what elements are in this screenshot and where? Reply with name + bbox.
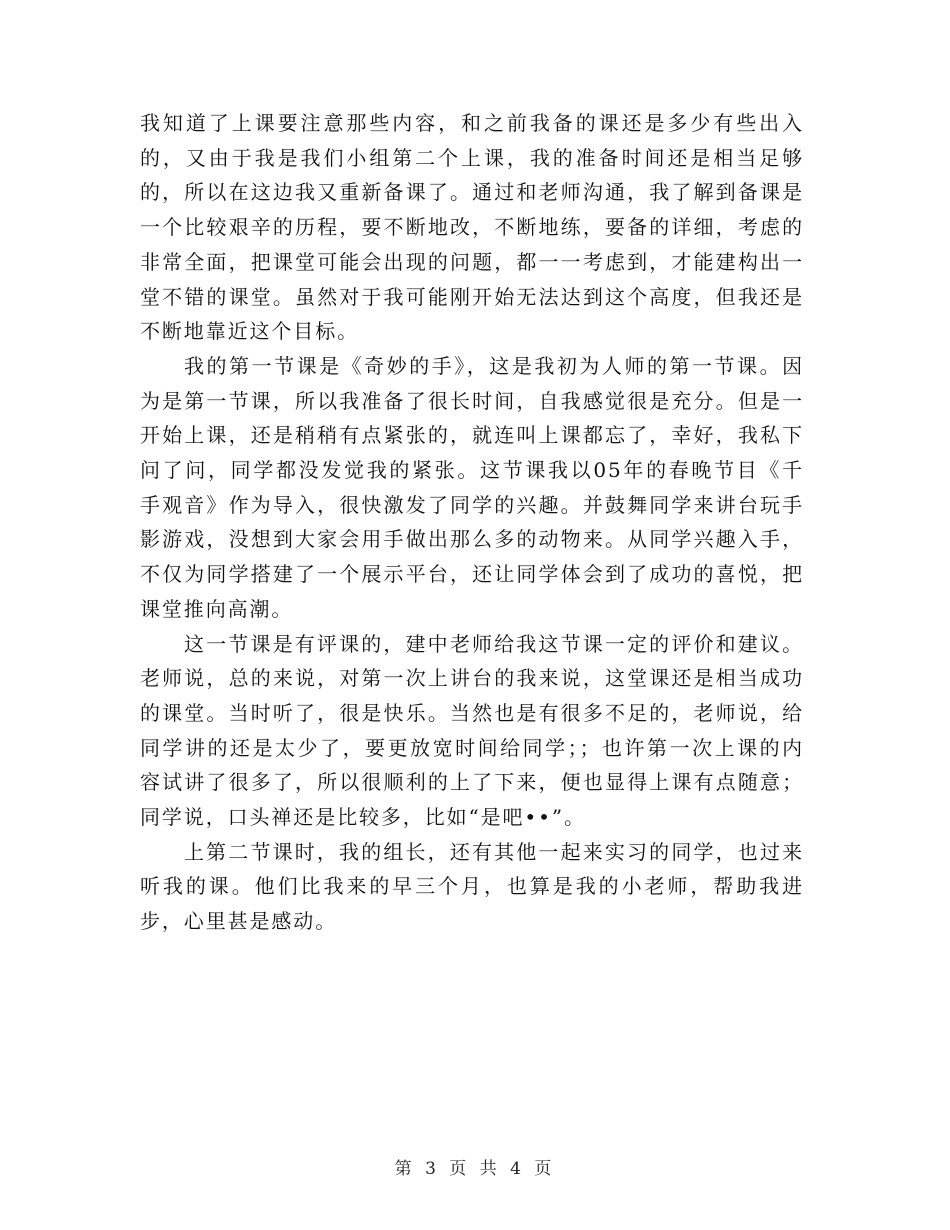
- paragraph-1: 我知道了上课要注意那些内容，和之前我备的课还是多少有些出入的，又由于我是我们小组第二个上课，我的准备时间还是相当足够的，所以在这边我又重新备课了。通过和老师沟通，我了解到备课是一个比较艰辛的历程，要不断地改，不断地练，要备的详细，考虑的非常全面，把课堂可能会出现的问题，都一一考虑到，才能建构出一堂不错的课堂。虽然对于我可能刚开始无法达到这个高度，但我还是不断地靠近这个目标。: [140, 111, 804, 344]
- paragraph-2: 我的第一节课是《奇妙的手》，这是我初为人师的第一节课。因为是第一节课，所以我准备了很长时间，自我感觉很是充分。但是一开始上课，还是稍稍有点紧张的，就连叫上课都忘了，幸好，我私下问了问，同学都没发觉我的紧张。这节课我以05年的春晚节目《千手观音》作为导入，很快激发了同学的兴趣。并鼓舞同学来讲台玩手影游戏，没想到大家会用手做出那么多的动物来。从同学兴趣入手，不仅为同学搭建了一个展示平台，还让同学体会到了成功的喜悦，把课堂推向高潮。: [140, 353, 804, 621]
- page-number-footer: 第 3 页 共 4 页: [394, 1159, 556, 1179]
- document-body: [140, 106, 804, 939]
- paragraph-3: 这一节课是有评课的，建中老师给我这节课一定的评价和建议。老师说，总的来说，对第一次上讲台的我来说，这堂课还是相当成功的课堂。当时听了，很是快乐。当然也是有很多不足的，老师说，给同学讲的还是太少了，要更放宽时间给同学；；也许第一次上课的内容试讲了很多了，所以很顺利的上了下来，便也显得上课有点随意；同学说，口头禅还是比较多，比如“是吧••”。: [140, 631, 804, 830]
- paragraph-4: 上第二节课时，我的组长，还有其他一起来实习的同学，也过来听我的课。他们比我来的早三个月，也算是我的小老师，帮助我进步，心里甚是感动。: [140, 839, 804, 934]
